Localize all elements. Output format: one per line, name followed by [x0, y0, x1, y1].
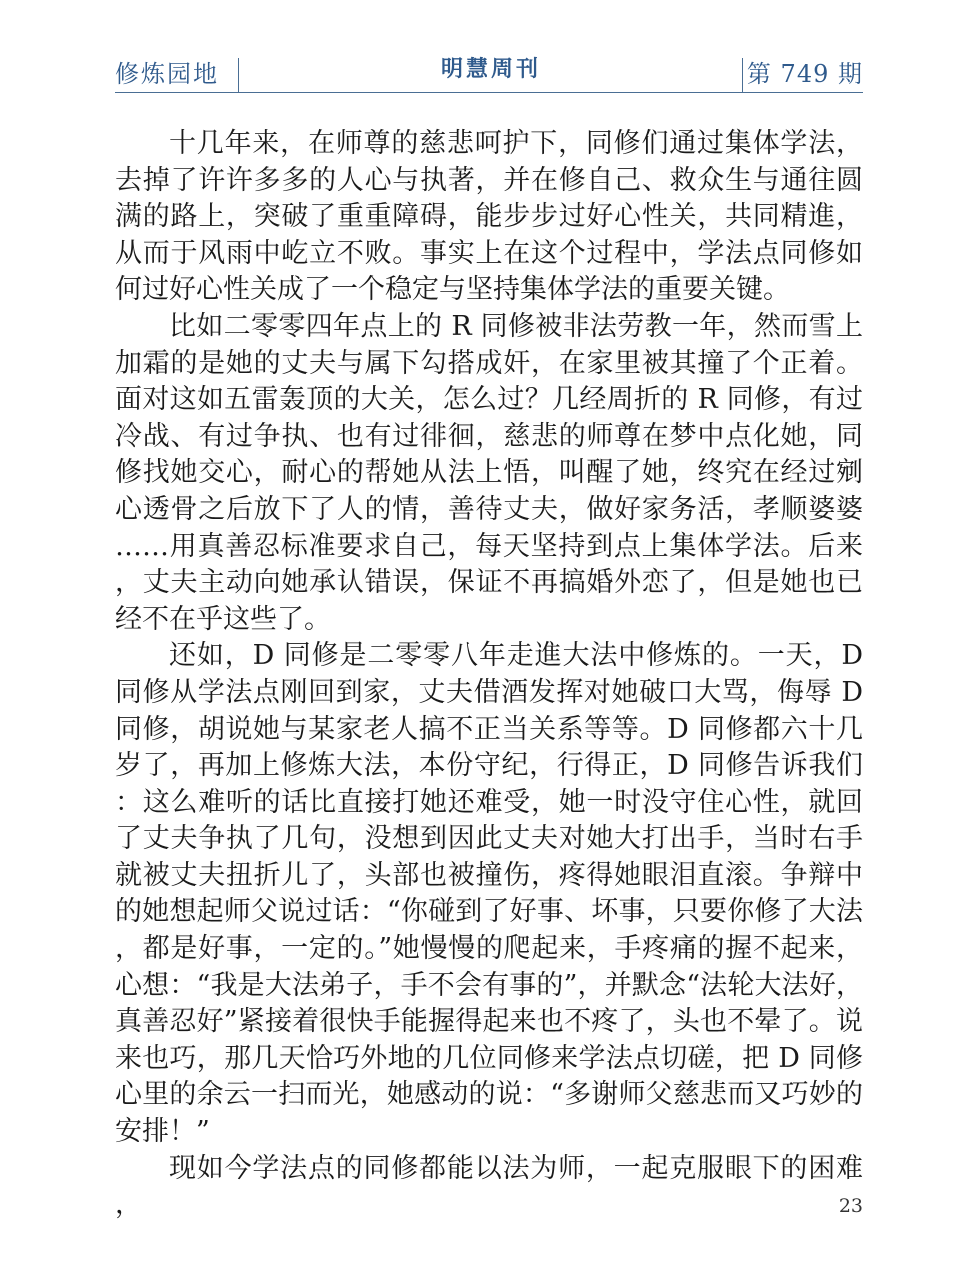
header-divider-right [742, 58, 743, 92]
issue-number: 第 749 期 [746, 60, 863, 88]
paragraph-4: 现如今学法点的同修都能以法为师，一起克服眼下的困难， [115, 1152, 863, 1221]
publication-title: 明慧周刊 [440, 57, 541, 82]
paragraph-2: 比如二零零四年点上的 R 同修被非法劳教一年，然而雪上加霜的是她的丈夫与属下勾搭成奸，在家里被其撞了个正着。面对这如五雷轰顶的大关，怎么过？几经周折的 R 同修，有过冷战、有过争执、也有过徘徊，慈悲的师尊在梦中点化她，同修找她交心，耐心的帮她从法上悟，叫醒了她，终究在经过剜心透骨之后放下了人的情，善待丈夫，做好家务活，孝顺婆婆……用真善忍标准要求自己，每天坚持到点上集体学法。后来，丈夫主动向她承认错误，保证不再搞婚外恋了，但是她也已经不在乎这些了。 [115, 310, 863, 635]
paragraph-1: 十几年来，在师尊的慈悲呵护下，同修们通过集体学法，去掉了许许多多的人心与执著，并在修自己、救众生与通往圆满的路上，突破了重重障碍，能步步过好心性关，共同精進，从而于风雨中屹立不败。事实上在这个过程中，学法点同修如何过好心性关成了一个稳定与坚持集体学法的重要关键。 [115, 128, 863, 306]
paragraph-3: 还如，D 同修是二零零八年走進大法中修炼的。一天，D 同修从学法点刚回到家，丈夫借酒发挥对她破口大骂，侮辱 D 同修，胡说她与某家老人搞不正当关系等等。D 同修都六十几岁了，再加上修炼大法，本份守纪，行得正，D 同修告诉我们：这么难听的话比直接打她还难受，她一时没守住心性，就回了丈夫争执了几句，没想到因此丈夫对她大打出手，当时右手就被丈夫扭折儿了，头部也被撞伤，疼得她眼泪直滚。争辩中的她想起师父说过话：“你碰到了好事、坏事，只要你修了大法，都是好事，一定的。”她慢慢的爬起来，手疼痛的握不起来，心想：“我是大法弟子，手不会有事的”，并默念“法轮大法好，真善忍好”紧接着很快手能握得起来也不疼了，头也不晕了。说来也巧，那几天恰巧外地的几位同修来学法点切磋，把 D 同修心里的余云一扫而光，她感动的说：“多谢师父慈悲而又巧妙的安排！” [115, 640, 863, 1148]
page-number: 23 [838, 1195, 863, 1217]
section-name: 修炼园地 [115, 60, 219, 88]
page-header [115, 48, 863, 93]
article-body [115, 126, 863, 1224]
